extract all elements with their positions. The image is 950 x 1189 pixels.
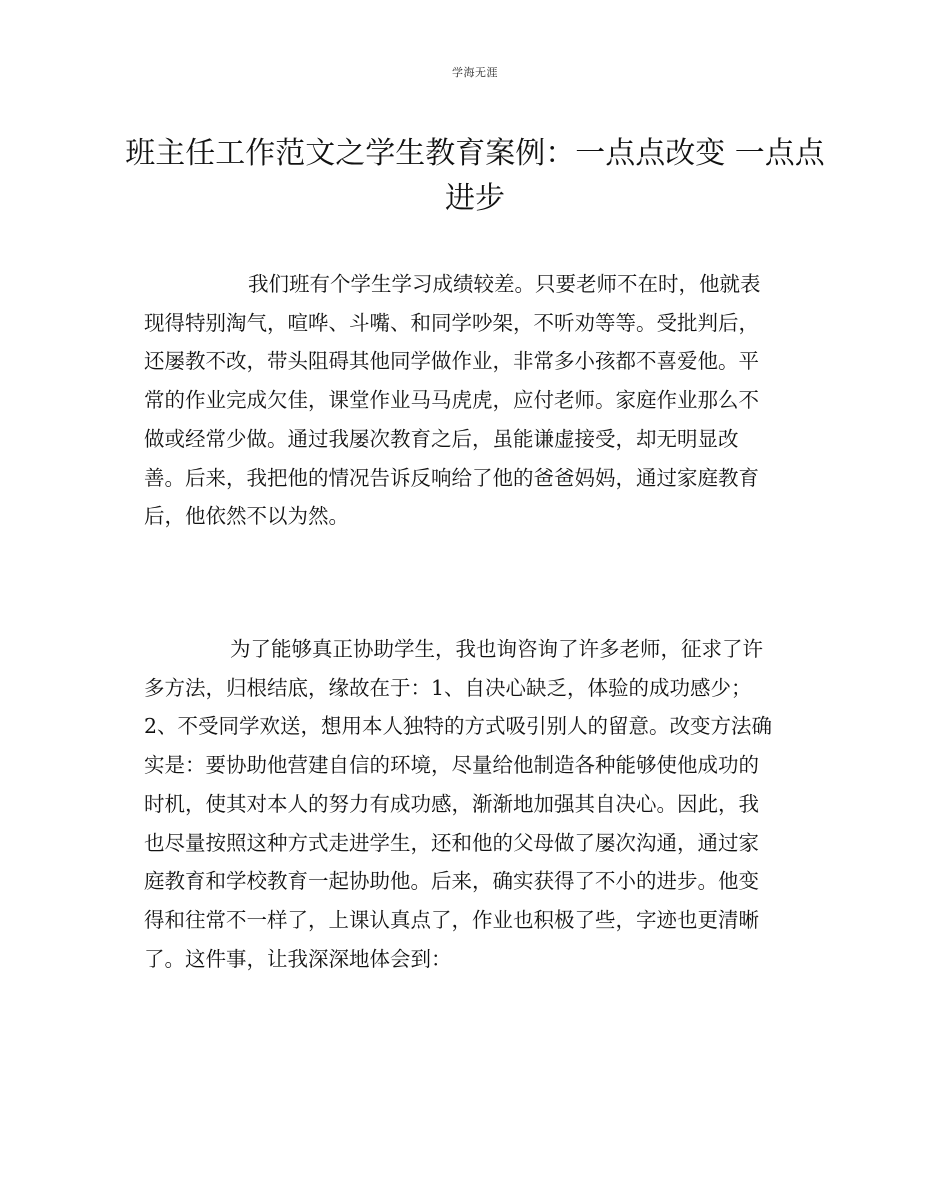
paragraph-line: 也尽量按照这种方式走进学生，还和他的父母做了屡次沟通，通过家 (144, 830, 759, 855)
paragraph-line: 得和往常不一样了，上课认真点了，作业也积极了些，字迹也更清晰 (144, 907, 759, 932)
title-line-1: 班主任工作范文之学生教育案例：一点点改变 一点点 (125, 136, 825, 171)
paragraph-line: 了。这件事，让我深深地体会到： (144, 946, 452, 971)
paragraph-line: 现得特别淘气，喧哗、斗嘴、和同学吵架，不听劝等等。受批判后， (144, 310, 759, 335)
paragraph-line: 后，他依然不以为然。 (144, 504, 349, 529)
document-title (120, 131, 830, 221)
paragraph-1 (144, 265, 809, 536)
paragraph-2 (144, 630, 809, 978)
paragraph-line: 多方法，归根结底，缘故在于：1、自决心缺乏，体验的成功感少； (144, 675, 752, 700)
page-header: 学海无涯 (452, 66, 498, 79)
paragraph-line: 做或经常少做。通过我屡次教育之后，虽能谦虚接受，却无明显改 (144, 426, 739, 451)
paragraph-line: 2、不受同学欢送，想用本人独特的方式吸引别人的留意。改变方法确 (144, 714, 773, 739)
paragraph-line: 我们班有个学生学习成绩较差。只要老师不在时，他就表 (248, 272, 761, 296)
paragraph-line: 常的作业完成欠佳，课堂作业马马虎虎，应付老师。家庭作业那么不 (144, 388, 759, 413)
paragraph-line: 善。后来，我把他的情况告诉反响给了他的爸爸妈妈，通过家庭教育 (144, 465, 759, 490)
paragraph-line: 实是：要协助他营建自信的环境，尽量给他制造各种能够使他成功的 (144, 753, 759, 778)
paragraph-line: 还屡教不改，带头阻碍其他同学做作业，非常多小孩都不喜爱他。平 (144, 349, 759, 374)
paragraph-line: 时机，使其对本人的努力有成功感，渐渐地加强其自决心。因此，我 (144, 791, 759, 816)
paragraph-line: 庭教育和学校教育一起协助他。后来，确实获得了不小的进步。他变 (144, 869, 759, 894)
paragraph-line: 为了能够真正协助学生，我也询咨询了许多老师，征求了许 (230, 637, 763, 661)
title-line-2: 进步 (445, 181, 505, 216)
